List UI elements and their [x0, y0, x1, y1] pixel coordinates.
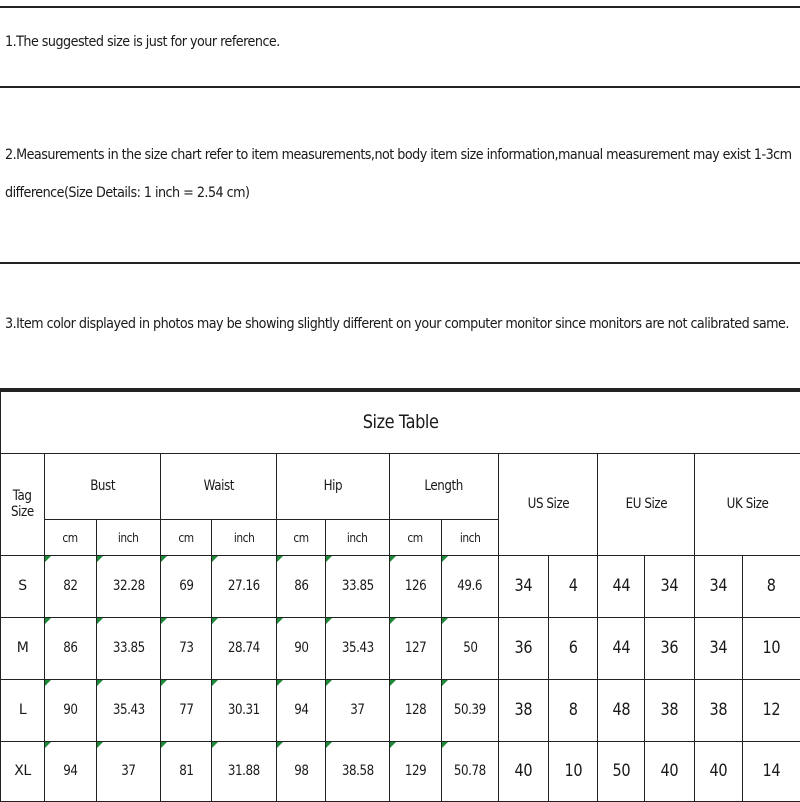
note-3-text: 3.Item color displayed in photos may be showing slightly different on your computer monitor since monitors are not calibrated same. [5, 316, 789, 332]
region-size-cell: 38 [499, 679, 549, 741]
measurement-cell: 50.39 [442, 679, 499, 741]
top-border-row [0, 0, 800, 8]
size-table [0, 390, 800, 802]
hip-cm-header: cm [277, 519, 326, 555]
cell-marker-icon [161, 618, 167, 624]
cell-marker-icon [442, 618, 448, 624]
cell-marker-icon [390, 680, 396, 686]
region-size-cell: 6 [549, 617, 598, 679]
cell-marker-icon [326, 556, 332, 562]
region-size-cell: 10 [743, 617, 800, 679]
measurement-cell: 98 [277, 741, 326, 801]
region-size-cell: 36 [499, 617, 549, 679]
cell-marker-icon [390, 556, 396, 562]
region-size-cell: 38 [645, 679, 695, 741]
length-cm-header: cm [390, 519, 442, 555]
cell-marker-icon [277, 680, 283, 686]
cell-marker-icon [161, 556, 167, 562]
note-row-1 [0, 8, 800, 88]
waist-cm-header: cm [161, 519, 212, 555]
measurement-cell: 33.85 [326, 555, 390, 617]
cell-marker-icon [97, 742, 103, 748]
cell-marker-icon [97, 680, 103, 686]
measurement-cell: 129 [390, 741, 442, 801]
cell-marker-icon [442, 742, 448, 748]
measurement-cell: 37 [97, 741, 161, 801]
length-inch-header: inch [442, 519, 499, 555]
measurement-cell: 90 [45, 679, 97, 741]
note-1-text: 1.The suggested size is just for your reference. [5, 34, 280, 50]
measurement-cell: 50.78 [442, 741, 499, 801]
hip-inch-header: inch [326, 519, 390, 555]
measurement-cell: 127 [390, 617, 442, 679]
tag-size-cell: S [1, 555, 45, 617]
measurement-cell: 81 [161, 741, 212, 801]
table-row [1, 741, 800, 801]
region-size-cell: 10 [549, 741, 598, 801]
uk-size-header: UK Size [695, 453, 800, 555]
region-size-cell: 34 [499, 555, 549, 617]
cell-marker-icon [97, 618, 103, 624]
note-row-2 [0, 88, 800, 264]
table-row [1, 617, 800, 679]
measurement-cell: 32.28 [97, 555, 161, 617]
region-size-cell: 34 [695, 617, 743, 679]
tag-size-cell: L [1, 679, 45, 741]
measurement-cell: 31.88 [212, 741, 277, 801]
bust-inch-header: inch [97, 519, 161, 555]
waist-header: Waist [161, 453, 277, 519]
cell-marker-icon [277, 618, 283, 624]
measurement-cell: 37 [326, 679, 390, 741]
cell-marker-icon [277, 556, 283, 562]
region-size-cell: 12 [743, 679, 800, 741]
measurement-cell: 35.43 [326, 617, 390, 679]
cell-marker-icon [326, 742, 332, 748]
tag-size-header: Tag Size [1, 453, 45, 555]
cell-marker-icon [161, 742, 167, 748]
tag-size-cell: M [1, 617, 45, 679]
region-size-cell: 44 [598, 555, 645, 617]
measurement-cell: 35.43 [97, 679, 161, 741]
region-size-cell: 50 [598, 741, 645, 801]
measurement-cell: 38.58 [326, 741, 390, 801]
region-size-cell: 8 [549, 679, 598, 741]
cell-marker-icon [212, 618, 218, 624]
measurement-cell: 128 [390, 679, 442, 741]
measurement-cell: 90 [277, 617, 326, 679]
measurement-cell: 86 [277, 555, 326, 617]
measurement-cell: 49.6 [442, 555, 499, 617]
note-2-text: 2.Measurements in the size chart refer to item measurements,not body item size information,manual measurement may exist 1-3cm difference(Size Details: 1 inch = 2.54 cm) [5, 136, 797, 212]
cell-marker-icon [161, 680, 167, 686]
cell-marker-icon [390, 618, 396, 624]
cell-marker-icon [97, 556, 103, 562]
region-size-cell: 14 [743, 741, 800, 801]
measurement-cell: 69 [161, 555, 212, 617]
measurement-cell: 94 [277, 679, 326, 741]
cell-marker-icon [442, 680, 448, 686]
measurement-cell: 27.16 [212, 555, 277, 617]
hip-header: Hip [277, 453, 390, 519]
us-size-header: US Size [499, 453, 598, 555]
cell-marker-icon [326, 680, 332, 686]
measurement-cell: 33.85 [97, 617, 161, 679]
size-rows [1, 555, 800, 801]
measurement-cell: 94 [45, 741, 97, 801]
region-size-cell: 4 [549, 555, 598, 617]
note-row-3 [0, 264, 800, 390]
cell-marker-icon [442, 556, 448, 562]
bust-cm-header: cm [45, 519, 97, 555]
cell-marker-icon [326, 618, 332, 624]
region-size-cell: 34 [695, 555, 743, 617]
region-size-cell: 40 [695, 741, 743, 801]
measurement-cell: 28.74 [212, 617, 277, 679]
region-size-cell: 38 [695, 679, 743, 741]
length-header: Length [390, 453, 499, 519]
bust-header: Bust [45, 453, 161, 519]
measurement-cell: 86 [45, 617, 97, 679]
measurement-cell: 30.31 [212, 679, 277, 741]
cell-marker-icon [390, 742, 396, 748]
tag-size-cell: XL [1, 741, 45, 801]
measurement-cell: 50 [442, 617, 499, 679]
region-size-cell: 40 [499, 741, 549, 801]
eu-size-header: EU Size [598, 453, 695, 555]
measurement-cell: 77 [161, 679, 212, 741]
region-size-cell: 36 [645, 617, 695, 679]
region-size-cell: 44 [598, 617, 645, 679]
size-table-title: Size Table [1, 391, 800, 453]
region-size-cell: 40 [645, 741, 695, 801]
measurement-cell: 73 [161, 617, 212, 679]
cell-marker-icon [212, 556, 218, 562]
region-size-cell: 8 [743, 555, 800, 617]
cell-marker-icon [45, 742, 51, 748]
table-row [1, 679, 800, 741]
cell-marker-icon [277, 742, 283, 748]
table-row [1, 555, 800, 617]
region-size-cell: 48 [598, 679, 645, 741]
region-size-cell: 34 [645, 555, 695, 617]
measurement-cell: 82 [45, 555, 97, 617]
cell-marker-icon [212, 680, 218, 686]
cell-marker-icon [45, 680, 51, 686]
measurement-cell: 126 [390, 555, 442, 617]
cell-marker-icon [45, 556, 51, 562]
waist-inch-header: inch [212, 519, 277, 555]
cell-marker-icon [45, 618, 51, 624]
cell-marker-icon [212, 742, 218, 748]
